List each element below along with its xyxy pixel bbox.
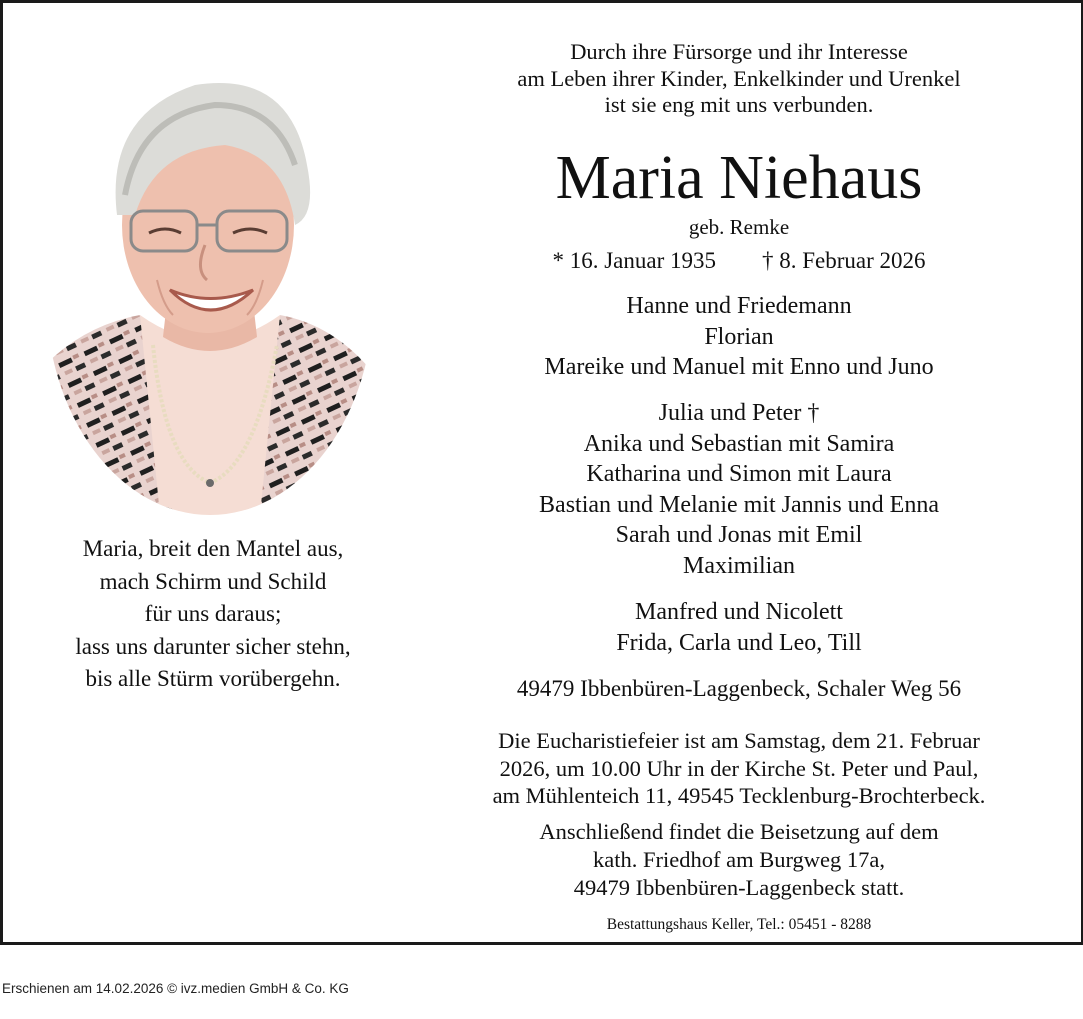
family-line: Julia und Peter † [658,400,820,426]
service-line: Die Eucharistiefeier ist am Samstag, dem 21. Februar [498,728,980,753]
life-dates [423,246,1055,276]
intro-line: Durch ihre Fürsorge und ihr Interesse [570,39,908,64]
service-line: 2026, um 10.00 Uhr in der Kirche St. Peter und Paul, [499,755,979,781]
poem-line: mach Schirm und Schild [99,568,327,594]
family-line: Mareike und Manuel mit Enno und Juno [544,354,934,380]
intro-line: am Leben ihrer Kinder, Enkelkinder und Urenkel [517,65,961,91]
family-line: Frida, Carla und Leo, Till [616,629,862,656]
burial-line: 49479 Ibbenbüren-Laggenbeck statt. [573,875,905,900]
death-date: † 8. Februar 2026 [762,248,926,273]
family-line: Bastian und Melanie mit Jannis und Enna [539,491,939,518]
family-group-2 [423,398,1055,581]
poem-line: für uns daraus; [144,601,282,626]
burial-line: kath. Friedhof am Burgweg 17a, [592,847,886,872]
home-address: 49479 Ibbenbüren-Laggenbeck, Schaler Weg 56 [516,676,962,701]
family-line: Maximilian [683,552,795,579]
birth-name: geb. Remke [688,215,790,239]
portrait-photo [45,75,375,515]
family-line: Florian [704,323,774,350]
family-line: Manfred und Nicolett [635,599,843,625]
burial-line: Anschließend findet die Beisetzung auf dem [539,819,939,844]
family-line: Anika und Sebastian mit Samira [583,430,895,457]
publication-footer: Erschienen am 14.02.2026 © ivz.medien GmbH & Co. KG [2,981,349,996]
family-group-3 [423,597,1055,658]
family-line: Hanne und Friedemann [626,293,852,319]
poem-line: Maria, breit den Mantel aus, [82,536,344,561]
deceased-name: Maria Niehaus [555,144,923,212]
poem [23,533,403,696]
family-line: Katharina und Simon mit Laura [586,461,892,487]
poem-line: bis alle Stürm vorübergehn. [85,666,341,691]
burial-info [423,818,1055,902]
service-info [423,727,1055,810]
intro-text [423,39,1055,119]
poem-line: lass uns darunter sicher stehn, [75,633,351,659]
service-line: am Mühlenteich 11, 49545 Tecklenburg-Brochterbeck. [492,783,986,808]
family-group-1 [423,291,1055,383]
family-line: Sarah und Jonas mit Emil [615,522,863,548]
intro-line: ist sie eng mit uns verbunden. [604,92,874,117]
undertaker-contact: Bestattungshaus Keller, Tel.: 05451 - 8288 [606,916,872,933]
birth-date: * 16. Januar 1935 [552,248,716,273]
